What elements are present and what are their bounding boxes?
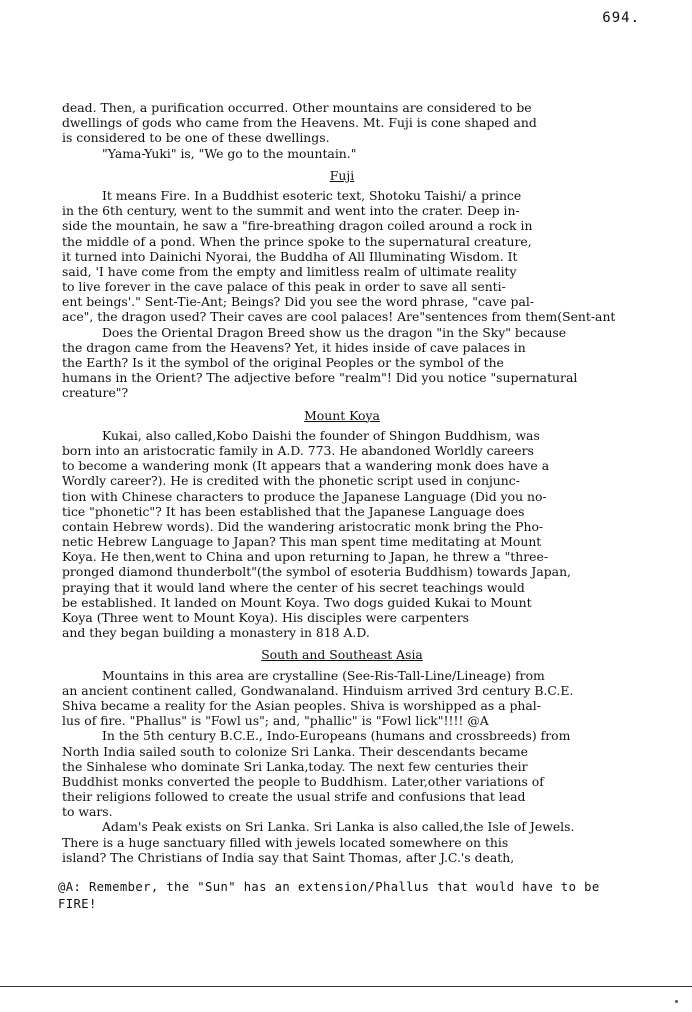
text-line: born into an aristocratic family in A.D. 773. He abandoned Worldly careers: [62, 442, 534, 458]
text-line: side the mountain, he saw a "fire-breathing dragon coiled around a rock in: [62, 218, 533, 234]
text-line: Buddhist monks converted the people to Buddhism. Later,other variations of: [62, 773, 544, 789]
text-line: Koya. He then,went to China and upon returning to Japan, he threw a "three-: [62, 549, 549, 565]
text-line: praying that it would land where the center of his secret teachings would: [62, 579, 525, 595]
text-line: Does the Oriental Dragon Breed show us the dragon "in the Sky" because: [102, 324, 567, 340]
text-line: In the 5th century B.C.E., Indo-Europeans (humans and crossbreeds) from: [102, 728, 571, 744]
text-line: to wars.: [62, 804, 113, 820]
text-line: is considered to be one of these dwellings.: [62, 130, 330, 146]
section-heading-fuji: Fuji: [329, 167, 355, 183]
text-line: and they began building a monastery in 818 A.D.: [62, 625, 370, 641]
text-line: in the 6th century, went to the summit and went into the crater. Deep in-: [62, 203, 520, 219]
text-line: ent beings'." Sent-Tie-Ant; Beings? Did you see the word phrase, "cave pal-: [62, 294, 535, 310]
text-line: the Earth? Is it the symbol of the original Peoples or the symbol of the: [62, 355, 504, 370]
text-line: Shiva became a reality for the Asian peoples. Shiva is worshipped as a phal-: [62, 697, 541, 713]
text-line: It means Fire. In a Buddhist esoteric text, Shotoku Taishi/ a prince: [102, 187, 522, 203]
text-line: lus of fire. "Phallus" is "Fowl us"; and, "phallic" is "Fowl lick"!!!! @A: [62, 713, 489, 729]
text-line: be established. It landed on Mount Koya. Two dogs guided Kukai to Mount: [62, 594, 532, 610]
section-heading-south-asia: South and Southeast Asia: [261, 647, 423, 663]
text-line: North India sailed south to colonize Sri Lanka. Their descendants became: [62, 743, 528, 759]
text-line: netic Hebrew Language to Japan? This man spent time meditating at Mount: [62, 534, 542, 550]
text-line: Mountains in this area are crystalline (See-Ris-Tall-Line/Lineage) from: [102, 667, 545, 683]
footnote-line: @A: Remember, the "Sun" has an extension/Phallus that would have to be: [58, 880, 600, 894]
section-heading-mount-koya: Mount Koya: [304, 407, 380, 423]
text-line: Kukai, also called,Kobo Daishi the founder of Shingon Buddhism, was: [102, 427, 540, 443]
text-line: an ancient continent called, Gondwanaland. Hinduism arrived 3rd century B.C.E.: [62, 682, 574, 698]
text-line: Wordly career?). He is credited with the phonetic script used in conjunc-: [62, 473, 520, 489]
text-line: dead. Then, a purification occurred. Other mountains are considered to be: [62, 100, 532, 115]
text-line: Koya (Three went to Mount Koya). His disciples were carpenters: [62, 610, 470, 625]
text-line: island? The Christians of India say that Saint Thomas, after J.C.'s death,: [62, 849, 515, 865]
text-line: pronged diamond thunderbolt"(the symbol of esoteria Buddhism) towards Japan,: [62, 564, 571, 580]
text-line: to live forever in the cave palace of this peak in order to save all senti-: [62, 279, 506, 295]
text-line: the Sinhalese who dominate Sri Lanka,today. The next few centuries their: [62, 758, 528, 774]
page-number: 694.: [602, 10, 640, 26]
text-line: humans in the Orient? The adjective before "realm"! Did you notice "supernatural: [62, 370, 578, 386]
text-line: contain Hebrew words). Did the wandering aristocratic monk bring the Pho-: [62, 518, 544, 534]
text-line: said, 'I have come from the empty and limitless realm of ultimate reality: [62, 263, 517, 279]
text-line: the middle of a pond. When the prince spoke to the supernatural creature,: [62, 233, 532, 249]
text-line: to become a wandering monk (It appears that a wandering monk does have a: [62, 458, 550, 474]
text-line: ace", the dragon used? Their caves are cool palaces! Are"sentences from them(Sent-ant: [62, 309, 616, 325]
text-line: creature"?: [62, 385, 129, 401]
footnote-line: FIRE!: [58, 897, 97, 911]
footnote: [58, 879, 688, 913]
text-line: tion with Chinese characters to produce the Japanese Language (Did you no-: [62, 488, 547, 504]
body-text: [62, 100, 686, 865]
bottom-divider: [0, 986, 692, 987]
text-line: their religions followed to create the usual strife and confusions that lead: [62, 789, 526, 805]
text-line: Adam's Peak exists on Sri Lanka. Sri Lanka is also called,the Isle of Jewels.: [102, 819, 575, 835]
text-line: There is a huge sanctuary filled with jewels located somewhere on this: [62, 834, 509, 850]
text-line: the dragon came from the Heavens? Yet, it hides inside of cave palaces in: [62, 339, 526, 355]
text-line: tice "phonetic"? It has been established that the Japanese Language does: [62, 503, 525, 519]
scan-speck: [675, 1000, 678, 1003]
text-line: "Yama-Yuki" is, "We go to the mountain.": [102, 145, 357, 161]
text-line: it turned into Dainichi Nyorai, the Buddha of All Illuminating Wisdom. It: [62, 248, 518, 264]
text-line: dwellings of gods who came from the Heavens. Mt. Fuji is cone shaped and: [62, 115, 537, 131]
